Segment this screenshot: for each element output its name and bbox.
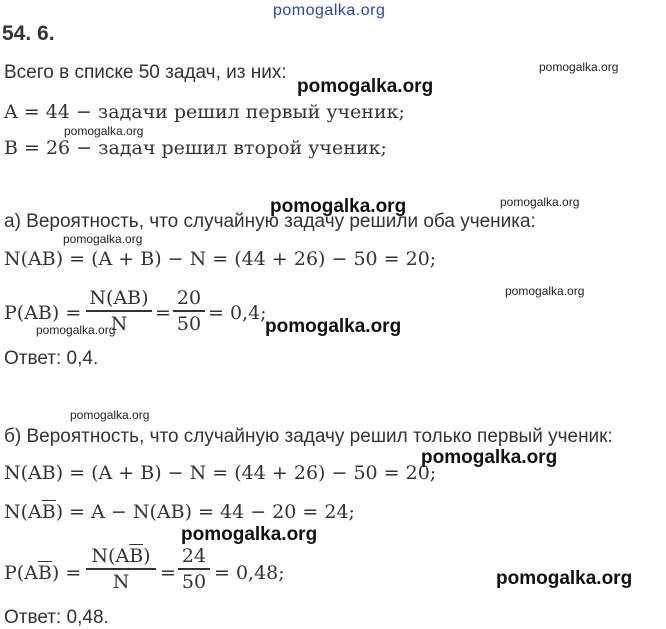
fraction-numerator: 20 <box>176 287 202 309</box>
eq-part: P(A <box>4 562 38 584</box>
watermark-top: pomogalka.org <box>273 2 386 19</box>
part-a-heading: а) Вероятность, что случайную задачу решили оба ученика: <box>4 211 536 232</box>
watermark: pomogalka.org <box>297 76 434 97</box>
intro-line: B = 26 − задач решил второй ученик; <box>4 137 387 159</box>
watermark: pomogalka.org <box>63 232 143 246</box>
part-a-answer: Ответ: 0,4. <box>4 348 99 369</box>
part-b-probability-lhs <box>4 562 81 584</box>
watermark: pomogalka.org <box>539 60 619 74</box>
part-a-probability-lhs: P(AB) = <box>4 302 82 324</box>
part-a-fraction <box>86 287 152 335</box>
watermark: pomogalka.org <box>36 323 116 337</box>
eq-part: ) = A − N(AB) = 44 − 20 = 24; <box>55 501 355 523</box>
watermark: pomogalka.org <box>505 284 585 298</box>
watermark: pomogalka.org <box>496 568 633 589</box>
watermark: pomogalka.org <box>265 316 402 337</box>
fraction-numerator: 24 <box>181 545 207 567</box>
fraction-bar <box>178 568 210 570</box>
part-a-fraction <box>173 287 205 335</box>
fraction-numerator: $N(A\overline{B})$ <box>91 545 151 567</box>
fraction-denominator: N <box>110 312 128 335</box>
fraction-denominator: 50 <box>176 312 202 335</box>
fraction-bar <box>173 310 205 312</box>
fraction-bar <box>86 568 156 570</box>
fraction-numerator: N(AB) <box>89 287 149 309</box>
eq-part: N(A <box>4 501 42 523</box>
fraction-denominator: 50 <box>181 570 207 593</box>
watermark: pomogalka.org <box>421 447 558 468</box>
part-b-fraction <box>86 545 156 593</box>
equals-sign: = <box>155 302 171 324</box>
part-b-equation: N(AB) = (A + B) − N = (44 + 26) − 50 = 20; <box>4 462 437 484</box>
part-b-fraction <box>178 545 210 593</box>
fraction-bar <box>86 310 152 312</box>
watermark: pomogalka.org <box>70 408 150 422</box>
problem-number: 54. 6. <box>2 22 55 45</box>
watermark: pomogalka.org <box>64 124 144 138</box>
part-a-probability-rhs: = 0,4; <box>208 302 267 324</box>
watermark: pomogalka.org <box>270 196 407 217</box>
intro-line: A = 44 − задачи решил первый ученик; <box>4 101 405 123</box>
intro-line: Всего в списке 50 задач, из них: <box>4 62 287 83</box>
overlined-b: $\overline{B}$ <box>41 501 56 523</box>
part-b-probability-rhs: = 0,48; <box>214 562 285 584</box>
watermark: pomogalka.org <box>181 524 318 545</box>
part-a-equation: N(AB) = (A + B) − N = (44 + 26) − 50 = 20; <box>4 248 437 270</box>
equals-sign: = <box>160 562 176 584</box>
fraction-denominator: N <box>112 570 130 593</box>
part-b-equation <box>4 501 355 523</box>
eq-part: ) = <box>51 562 82 584</box>
part-b-heading: б) Вероятность, что случайную задачу решил только первый ученик: <box>4 426 613 447</box>
watermark: pomogalka.org <box>500 195 580 209</box>
overlined-b: $\overline{B}$ <box>37 562 52 584</box>
part-b-answer: Ответ: 0,48. <box>4 607 109 628</box>
